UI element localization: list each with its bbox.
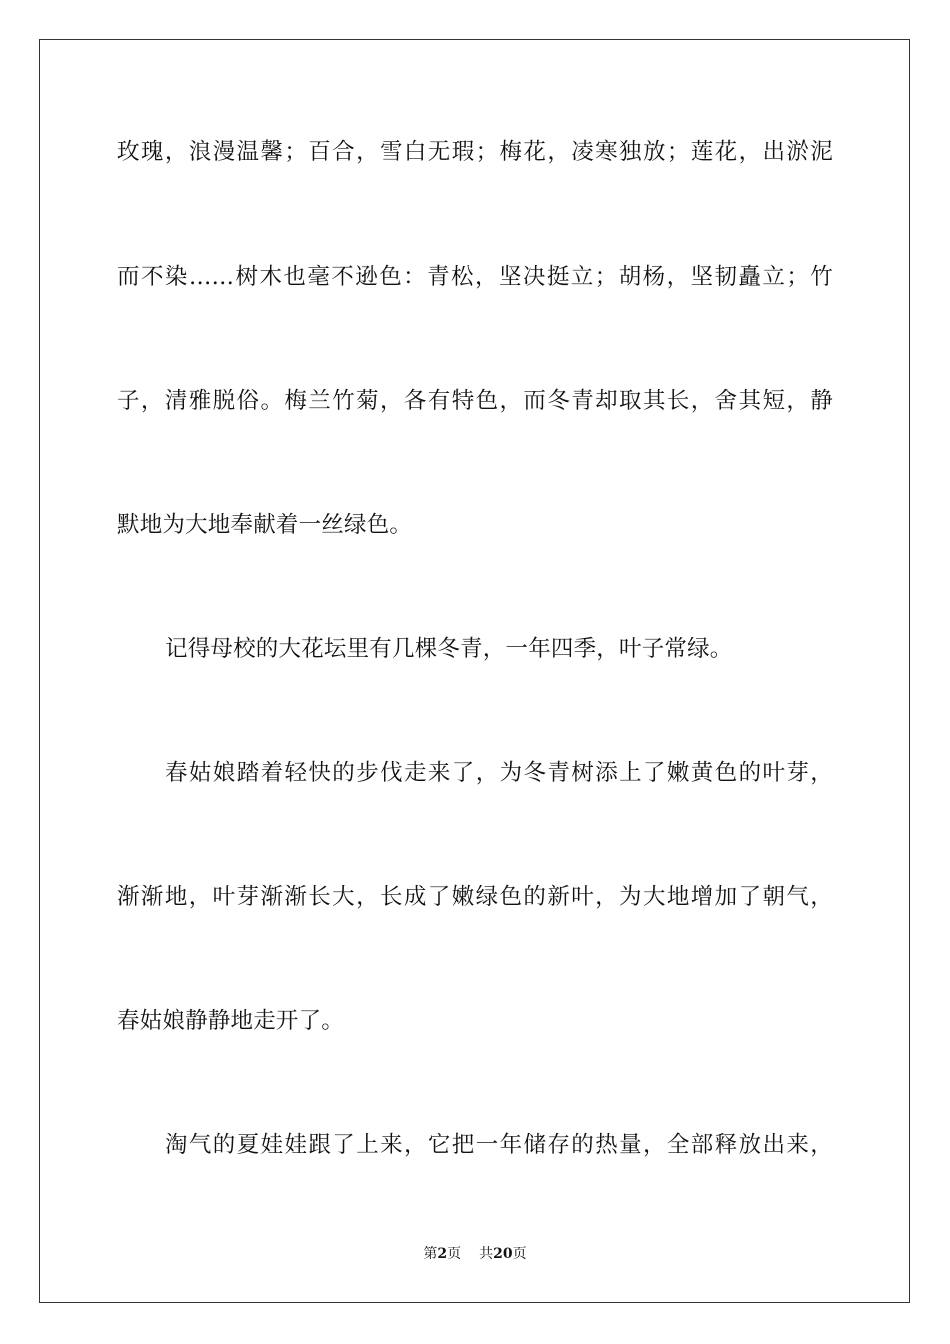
text-line: 而不染……树木也毫不逊色：青松，坚决挺立；胡杨，坚韧矗立；竹 [117, 264, 833, 290]
page-border [39, 39, 910, 1303]
paragraph-start-line: 淘气的夏娃娃跟了上来，它把一年储存的热量，全部释放出来， [165, 1132, 833, 1158]
text-line: 渐渐地，叶芽渐渐长大，长成了嫩绿色的新叶，为大地增加了朝气， [117, 884, 833, 910]
page-number: 2 [437, 1246, 448, 1262]
page-footer [0, 1244, 950, 1264]
paragraph-start-line: 记得母校的大花坛里有几棵冬青，一年四季，叶子常绿。 [165, 636, 733, 662]
page-suffix: 页 [447, 1246, 462, 1262]
total-suffix: 页 [512, 1246, 527, 1262]
paragraph-start-line: 春姑娘踏着轻快的步伐走来了，为冬青树添上了嫩黄色的叶芽， [165, 760, 833, 786]
text-line: 玫瑰，浪漫温馨；百合，雪白无瑕；梅花，凌寒独放；莲花，出淤泥 [117, 139, 833, 165]
page-prefix: 第 [423, 1246, 438, 1262]
text-line: 春姑娘静静地走开了。 [117, 1008, 345, 1034]
text-line: 默地为大地奉献着一丝绿色。 [117, 512, 413, 538]
total-prefix: 共 [479, 1246, 494, 1262]
total-pages: 20 [493, 1246, 513, 1262]
text-line: 子，清雅脱俗。梅兰竹菊，各有特色，而冬青却取其长，舍其短，静 [117, 388, 833, 414]
